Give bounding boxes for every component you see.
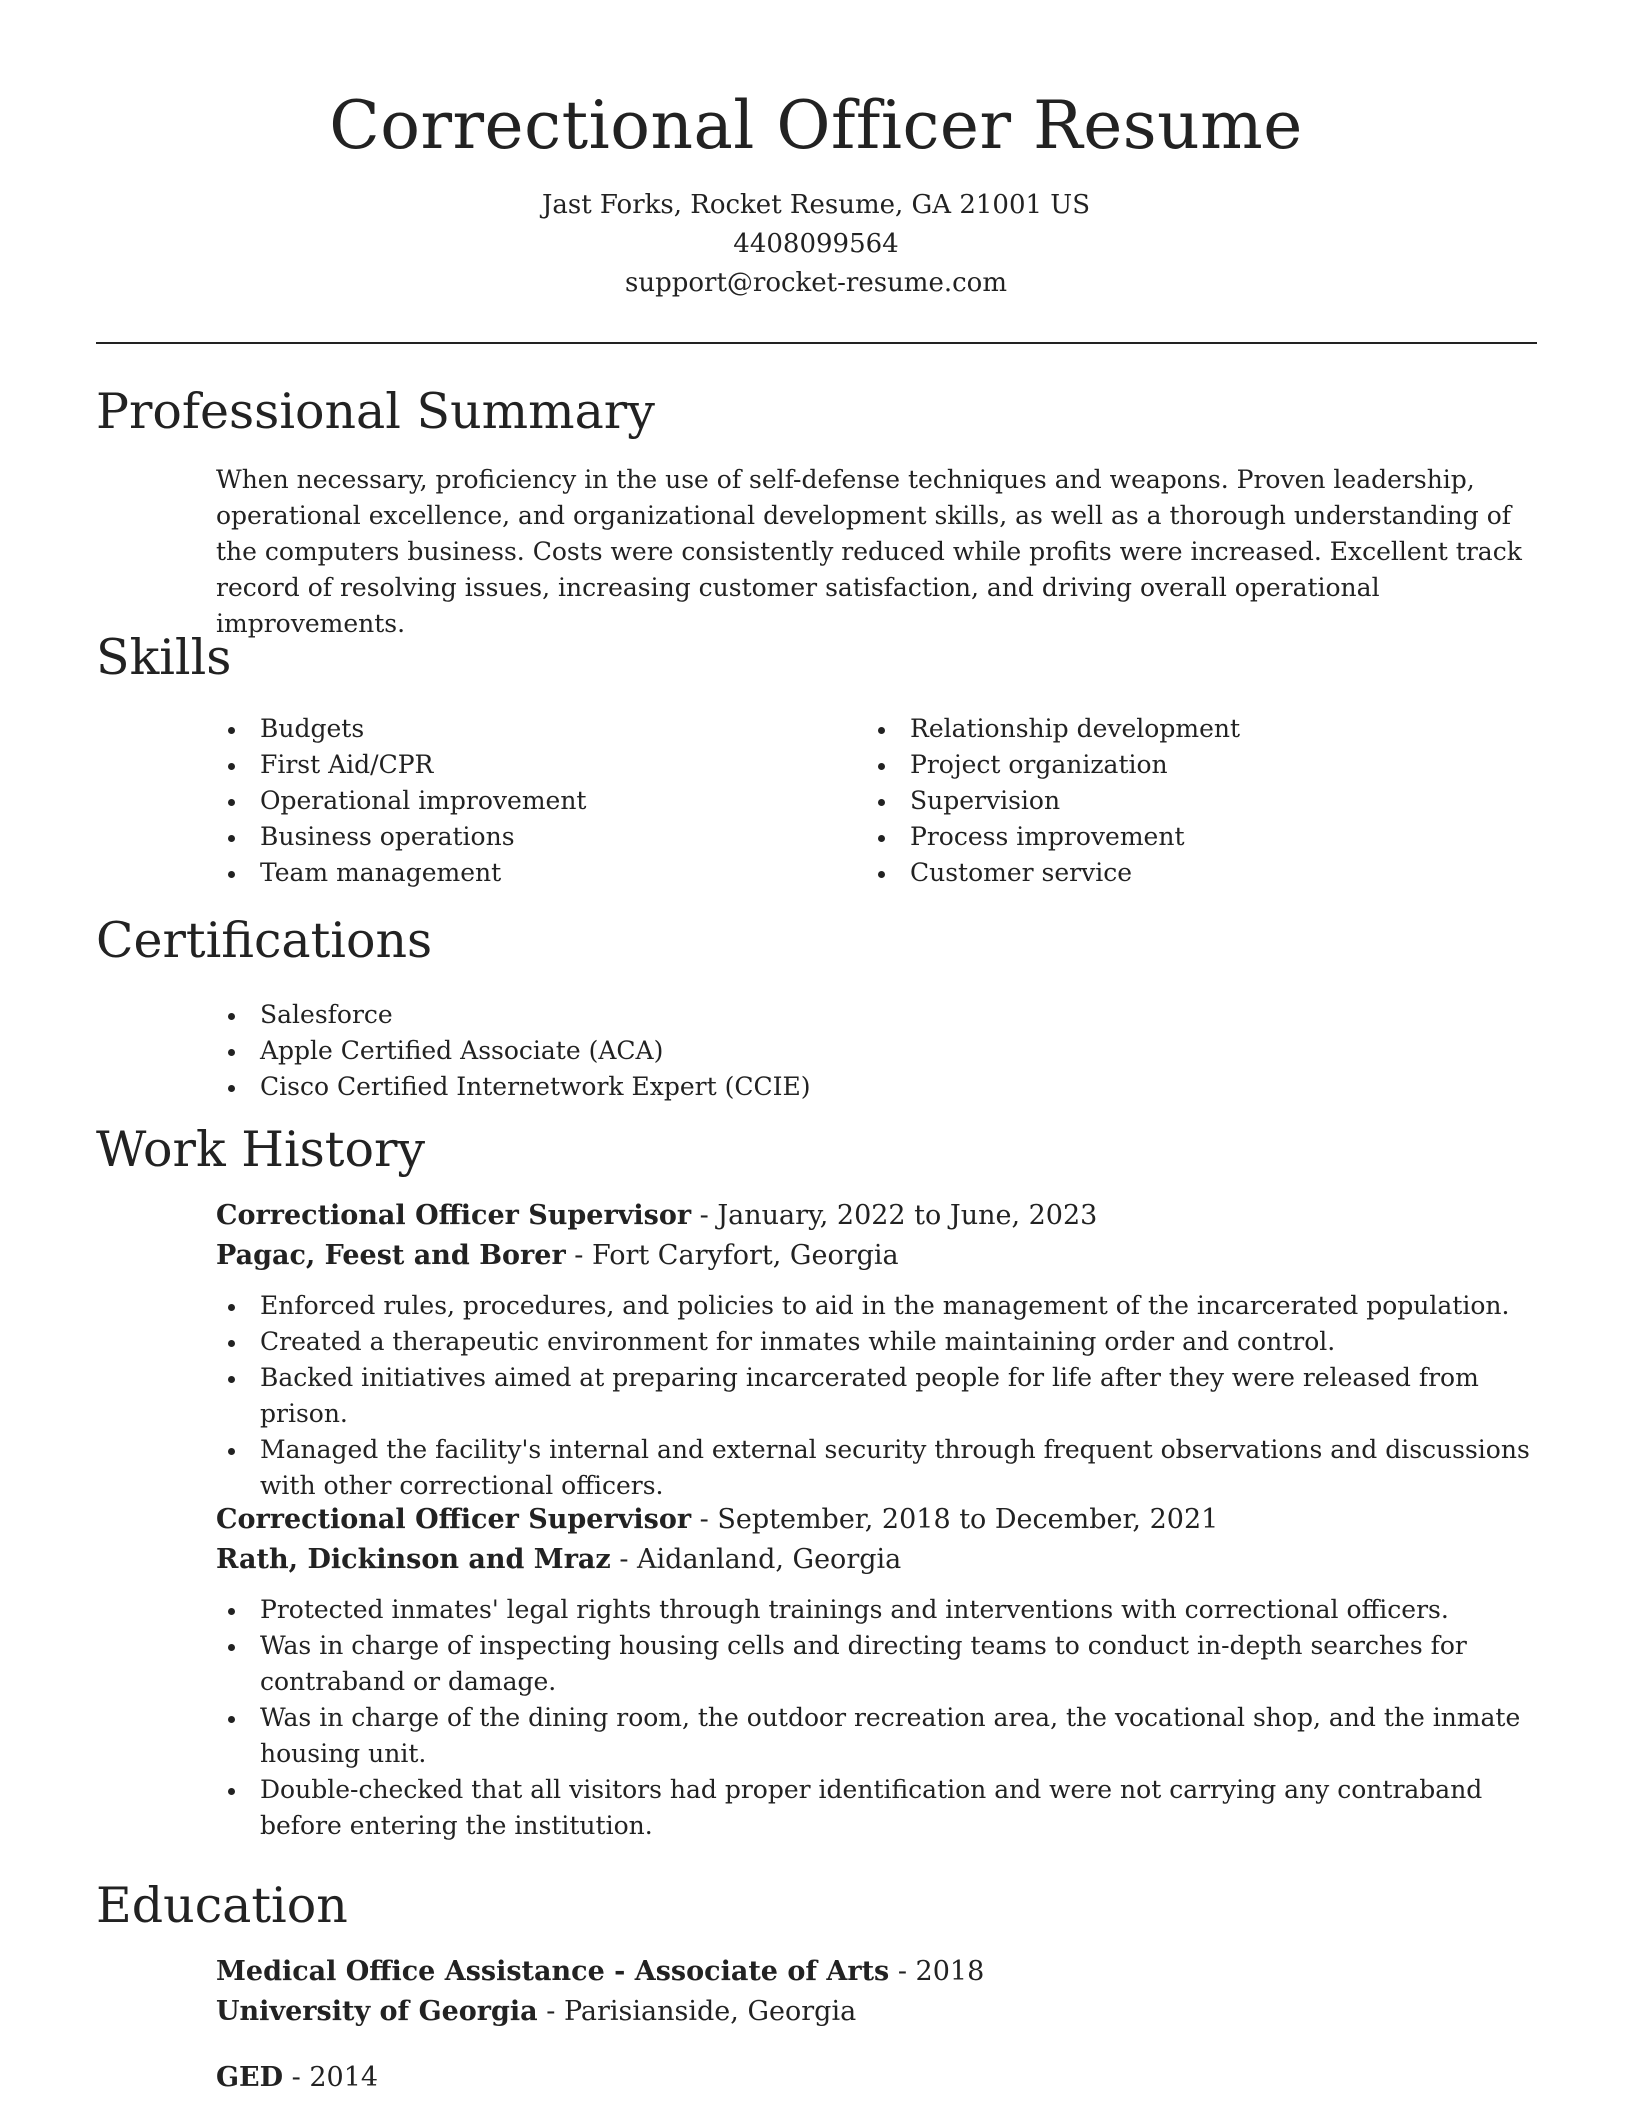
section-title-work-history: Work History	[96, 1121, 426, 1178]
education-year: - 2018	[889, 1956, 985, 1987]
education-degree: Medical Office Assistance - Associate of Arts	[216, 1956, 890, 1987]
section-title-certifications: Certifications	[96, 912, 433, 969]
job-location: - Fort Caryfort, Georgia	[565, 1240, 899, 1271]
resume-header	[0, 0, 1632, 303]
job-company-line	[216, 1540, 1546, 1580]
certification-item: Salesforce	[216, 997, 1516, 1033]
summary-text: When necessary, proficiency in the use of self-defense techniques and weapons. Proven leadership, operational excellence, and organizational development skills, as well as a thorough understanding of the computers business. Costs were consistently reduced while profits were increased. Excellent track record of resolving issues, increasing customer satisfaction, and driving overall operational improvements.	[216, 465, 1522, 638]
education-degree: GED	[216, 2062, 284, 2093]
certification-item: Cisco Certified Internetwork Expert (CCIE)	[216, 1069, 1516, 1105]
skills-list-right	[866, 711, 1546, 891]
education-year: - 2014	[283, 2062, 379, 2093]
skill-item: Process improvement	[866, 819, 1546, 855]
job-bullets	[216, 1288, 1546, 1504]
job-role: Correctional Officer Supervisor	[216, 1504, 692, 1535]
skill-item: First Aid/CPR	[216, 747, 866, 783]
job-bullet: Was in charge of inspecting housing cells and directing teams to conduct in-depth searches for contraband or damage.	[216, 1628, 1546, 1700]
job-location: - Aidanland, Georgia	[610, 1544, 902, 1575]
skill-item: Operational improvement	[216, 783, 866, 819]
skill-item: Supervision	[866, 783, 1546, 819]
education-school-line	[216, 1992, 1516, 2032]
section-title-summary: Professional Summary	[96, 383, 655, 440]
job-title-line	[216, 1196, 1546, 1236]
contact-email: support@rocket-resume.com	[624, 268, 1007, 298]
skill-item: Relationship development	[866, 711, 1546, 747]
education-degree-line	[216, 1952, 1516, 1992]
resume-title: Correctional Officer Resume	[329, 87, 1303, 164]
job-dates: - January, 2022 to June, 2023	[691, 1200, 1098, 1231]
job-role: Correctional Officer Supervisor	[216, 1200, 692, 1231]
job-company-line	[216, 1236, 1546, 1276]
education-entry	[216, 2058, 1516, 2098]
job-bullet: Enforced rules, procedures, and policies to aid in the management of the incarcerated population.	[216, 1288, 1546, 1324]
skill-item: Project organization	[866, 747, 1546, 783]
contact-block	[0, 186, 1632, 303]
education-entry	[216, 1952, 1516, 2032]
contact-phone: 4408099564	[733, 229, 899, 259]
education-location: - Parisianside, Georgia	[537, 1996, 857, 2027]
job-company: Rath, Dickinson and Mraz	[216, 1544, 611, 1575]
job-bullets	[216, 1592, 1546, 1844]
job-entry	[216, 1196, 1546, 1504]
job-dates: - September, 2018 to December, 2021	[691, 1504, 1219, 1535]
skill-item: Business operations	[216, 819, 866, 855]
job-bullet: Was in charge of the dining room, the outdoor recreation area, the vocational shop, and the inmate housing unit.	[216, 1700, 1546, 1772]
job-bullet: Double-checked that all visitors had proper identification and were not carrying any contraband before entering the institution.	[216, 1772, 1546, 1844]
certifications-list	[216, 997, 1516, 1105]
job-bullet: Created a therapeutic environment for inmates while maintaining order and control.	[216, 1324, 1546, 1360]
skill-item: Budgets	[216, 711, 866, 747]
job-company: Pagac, Feest and Borer	[216, 1240, 566, 1271]
skill-item: Team management	[216, 855, 866, 891]
job-bullet: Managed the facility's internal and external security through frequent observations and discussions with other correctional officers.	[216, 1432, 1546, 1504]
section-title-skills: Skills	[96, 629, 232, 686]
education-degree-line	[216, 2058, 1516, 2098]
header-divider	[96, 342, 1537, 344]
education-school: University of Georgia	[216, 1996, 538, 2027]
certification-item: Apple Certified Associate (ACA)	[216, 1033, 1516, 1069]
skill-item: Customer service	[866, 855, 1546, 891]
job-title-line	[216, 1500, 1546, 1540]
job-entry	[216, 1500, 1546, 1844]
job-bullet: Backed initiatives aimed at preparing incarcerated people for life after they were released from prison.	[216, 1360, 1546, 1432]
skills-list-left	[216, 711, 866, 891]
section-title-education: Education	[96, 1877, 348, 1934]
contact-address: Jast Forks, Rocket Resume, GA 21001 US	[541, 190, 1091, 220]
job-bullet: Protected inmates' legal rights through trainings and interventions with correctional officers.	[216, 1592, 1546, 1628]
